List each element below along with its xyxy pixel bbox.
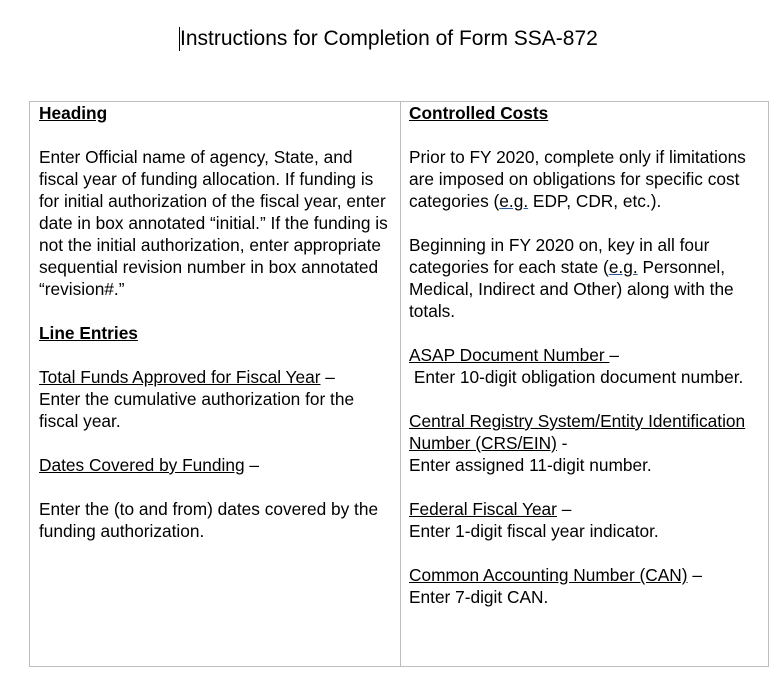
dash: -: [556, 433, 568, 453]
crs-label: Central Registry System/Entity Identification Number (CRS/EIN): [409, 411, 746, 453]
dash: –: [687, 565, 702, 585]
heading-section-title: Heading: [39, 103, 108, 123]
ffy-label: Federal Fiscal Year: [409, 499, 557, 519]
dates-entry: [39, 454, 395, 476]
prior-text-a: Prior to FY 2020, complete only if limitations are imposed on obligations for specific cost categories (: [409, 147, 746, 211]
dash: –: [320, 367, 335, 387]
beginning-text-a: Beginning in FY 2020 on, key in all four categories for each state (: [409, 235, 710, 277]
dash: –: [556, 499, 572, 519]
asap-entry: [409, 344, 765, 366]
ffy-text: Enter 1-digit fiscal year indicator.: [409, 521, 659, 541]
beginning-fy-text: [409, 234, 765, 322]
asap-text: Enter 10-digit obligation document number.: [409, 367, 744, 387]
eg-abbrev: e.g.: [608, 257, 638, 277]
right-column: [409, 102, 765, 608]
dash: –: [609, 345, 620, 365]
ffy-entry: [409, 498, 765, 520]
dates-label: Dates Covered by Funding: [39, 455, 245, 475]
can-label: Common Accounting Number (CAN): [409, 565, 688, 585]
total-funds-entry: [39, 366, 395, 388]
document-title: Instructions for Completion of Form SSA-872: [180, 27, 598, 50]
total-funds-text: Enter the cumulative authorization for the fiscal year.: [39, 389, 355, 431]
column-divider: [400, 101, 401, 667]
line-entries-title: Line Entries: [39, 323, 138, 343]
dash: –: [244, 455, 259, 475]
prior-text-b: EDP, CDR, etc.).: [528, 191, 662, 211]
beginning-text-b: Personnel, Medical, Indirect and Other) along with the totals.: [409, 257, 734, 321]
left-column: [39, 102, 395, 542]
asap-label: ASAP Document Number: [409, 345, 610, 365]
eg-abbrev: e.g.: [499, 191, 529, 211]
can-text: Enter 7-digit CAN.: [409, 587, 549, 607]
can-entry: [409, 564, 765, 586]
controlled-costs-title: Controlled Costs: [409, 103, 549, 123]
total-funds-label: Total Funds Approved for Fiscal Year: [39, 367, 321, 387]
dates-text: Enter the (to and from) dates covered by the funding authorization.: [39, 499, 379, 541]
heading-instructions: Enter Official name of agency, State, and fiscal year of funding allocation. If funding is for initial authorization of the fiscal year, enter date in box annotated “initial.” If the funding is not the initial authorization, enter appropriate sequential revision number in box annotated “revision#.”: [39, 147, 388, 299]
crs-entry: [409, 410, 765, 454]
prior-fy-text: [409, 146, 765, 212]
crs-text: Enter assigned 11-digit number.: [409, 455, 652, 475]
